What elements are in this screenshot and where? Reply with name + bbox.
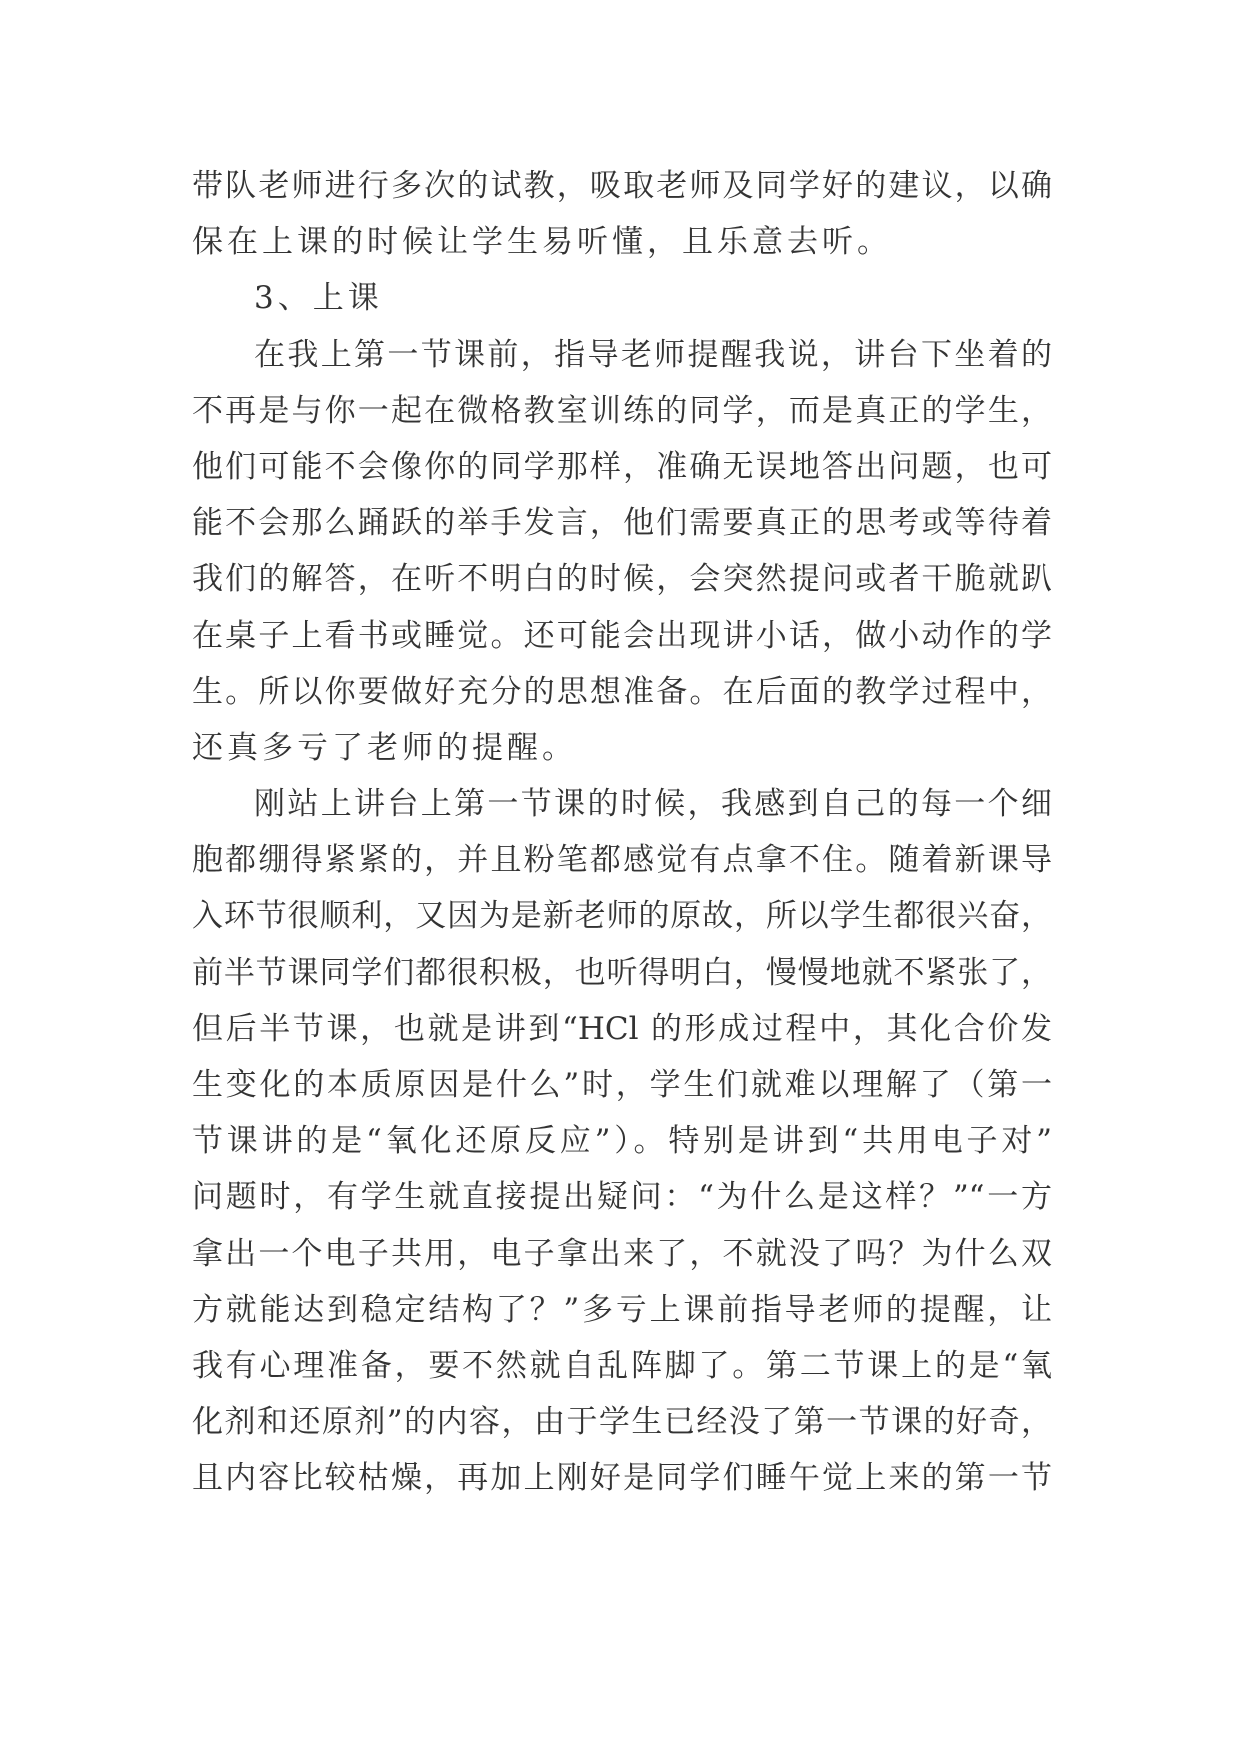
- text-line: 我有心理准备，要不然就自乱阵脚了。第二节课上的是“氧: [192, 1347, 1052, 1384]
- text-line: 拿出一个电子共用，电子拿出来了，不就没了吗？为什么双: [192, 1235, 1052, 1272]
- text-line: 前半节课同学们都很积极，也听得明白，慢慢地就不紧张了，: [192, 954, 1052, 991]
- text-line: 方就能达到稳定结构了？”多亏上课前指导老师的提醒，让: [192, 1291, 1052, 1328]
- section-heading: 3、上课: [254, 280, 383, 317]
- paragraph-first-line: 刚站上讲台上第一节课的时候，我感到自己的每一个细: [254, 786, 1052, 823]
- text-line: 在桌子上看书或睡觉。还可能会出现讲小话，做小动作的学: [192, 617, 1052, 654]
- text-line: 生。所以你要做好充分的思想准备。在后面的教学过程中，: [192, 673, 1052, 710]
- text-line: 保在上课的时候让学生易听懂，且乐意去听。: [192, 224, 892, 261]
- text-line: 带队老师进行多次的试教，吸取老师及同学好的建议，以确: [192, 168, 1052, 204]
- text-line: 我们的解答，在听不明白的时候，会突然提问或者干脆就趴: [192, 561, 1052, 598]
- text-line: 他们可能不会像你的同学那样，准确无误地答出问题，也可: [192, 448, 1052, 485]
- text-line: 不再是与你一起在微格教室训练的同学，而是真正的学生，: [192, 392, 1052, 429]
- text-line: 能不会那么踊跃的举手发言，他们需要真正的思考或等待着: [192, 505, 1052, 542]
- paragraph-first-line: 在我上第一节课前，指导老师提醒我说，讲台下坐着的: [254, 336, 1052, 373]
- document-body: [192, 158, 1052, 1507]
- text-line: 节课讲的是“氧化还原反应”）。特别是讲到“共用电子对”: [192, 1123, 1052, 1160]
- text-line: 化剂和还原剂”的内容，由于学生已经没了第一节课的好奇，: [192, 1404, 1052, 1441]
- text-line: 生变化的本质原因是什么”时，学生们就难以理解了（第一: [192, 1067, 1052, 1103]
- text-line: 且内容比较枯燥，再加上刚好是同学们睡午觉上来的第一节: [192, 1460, 1052, 1497]
- text-line: 但后半节课，也就是讲到“HCl 的形成过程中，其化合价发: [192, 1010, 1052, 1047]
- text-line: 胞都绷得紧紧的，并且粉笔都感觉有点拿不住。随着新课导: [192, 842, 1052, 879]
- text-line: 问题时，有学生就直接提出疑问：“为什么是这样？”“一方: [192, 1179, 1052, 1216]
- text-line: 入环节很顺利，又因为是新老师的原故，所以学生都很兴奋，: [192, 898, 1052, 935]
- text-line: 还真多亏了老师的提醒。: [192, 729, 577, 766]
